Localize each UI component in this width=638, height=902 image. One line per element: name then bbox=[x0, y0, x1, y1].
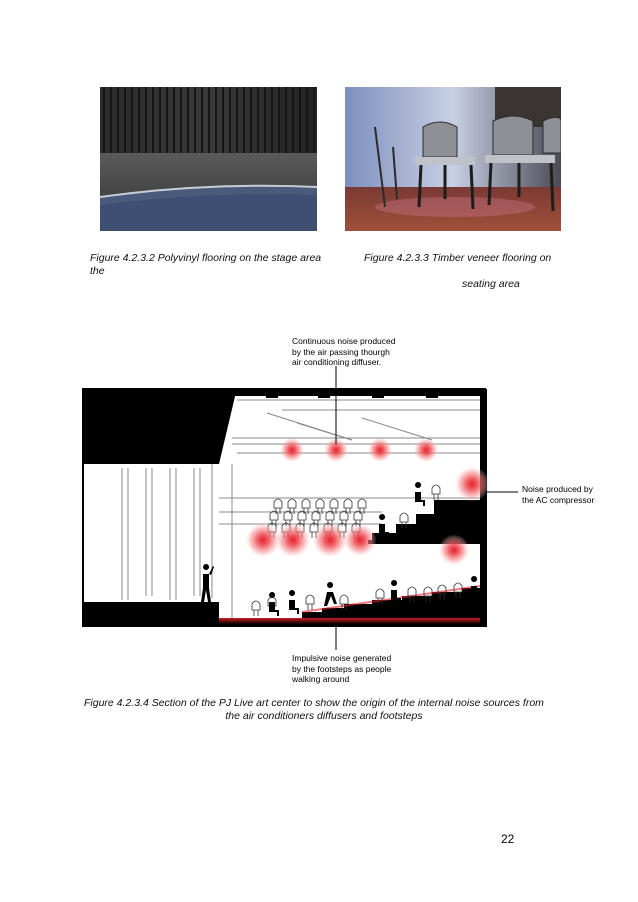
annotation-footsteps bbox=[292, 653, 391, 685]
annotation-right-line-2: the AC compressor bbox=[522, 494, 595, 505]
annotation-top-line-1: Continuous noise produced bbox=[292, 336, 396, 346]
section-drawing bbox=[82, 328, 602, 688]
annotation-top-line-2: by the air passing thourgh bbox=[292, 346, 390, 357]
annotation-bottom-line-2: by the footsteps as people bbox=[292, 663, 392, 674]
stage-photo bbox=[100, 87, 317, 231]
stage-caption bbox=[90, 252, 350, 278]
annotation-top-line-3: air conditioning diffuser. bbox=[292, 357, 382, 367]
stage-caption-line2: the bbox=[90, 265, 105, 277]
annotation-bottom-line-3: walking around bbox=[292, 674, 350, 684]
stage-caption-line1: Figure 4.2.3.2 Polyvinyl flooring on the stage area bbox=[90, 252, 322, 264]
annotation-bottom-line-1: Impulsive noise generated bbox=[292, 653, 392, 663]
seating-photo bbox=[345, 87, 561, 231]
seating-caption-line1: Figure 4.2.3.3 Timber veneer flooring on bbox=[364, 252, 552, 264]
seating-caption-line2: seating area bbox=[462, 278, 520, 290]
annotation-ac-compressor bbox=[522, 484, 594, 505]
section-caption-line2: the air conditioners diffusers and footsteps bbox=[225, 710, 423, 722]
section-caption bbox=[84, 697, 564, 723]
annotation-right-line-1: Noise produced by bbox=[522, 484, 593, 494]
annotation-ac-diffuser bbox=[292, 336, 396, 368]
page-number: 22 bbox=[501, 832, 515, 846]
section-caption-line1: Figure 4.2.3.4 Section of the PJ Live art center to show the origin of the internal noise sources from bbox=[84, 697, 544, 709]
